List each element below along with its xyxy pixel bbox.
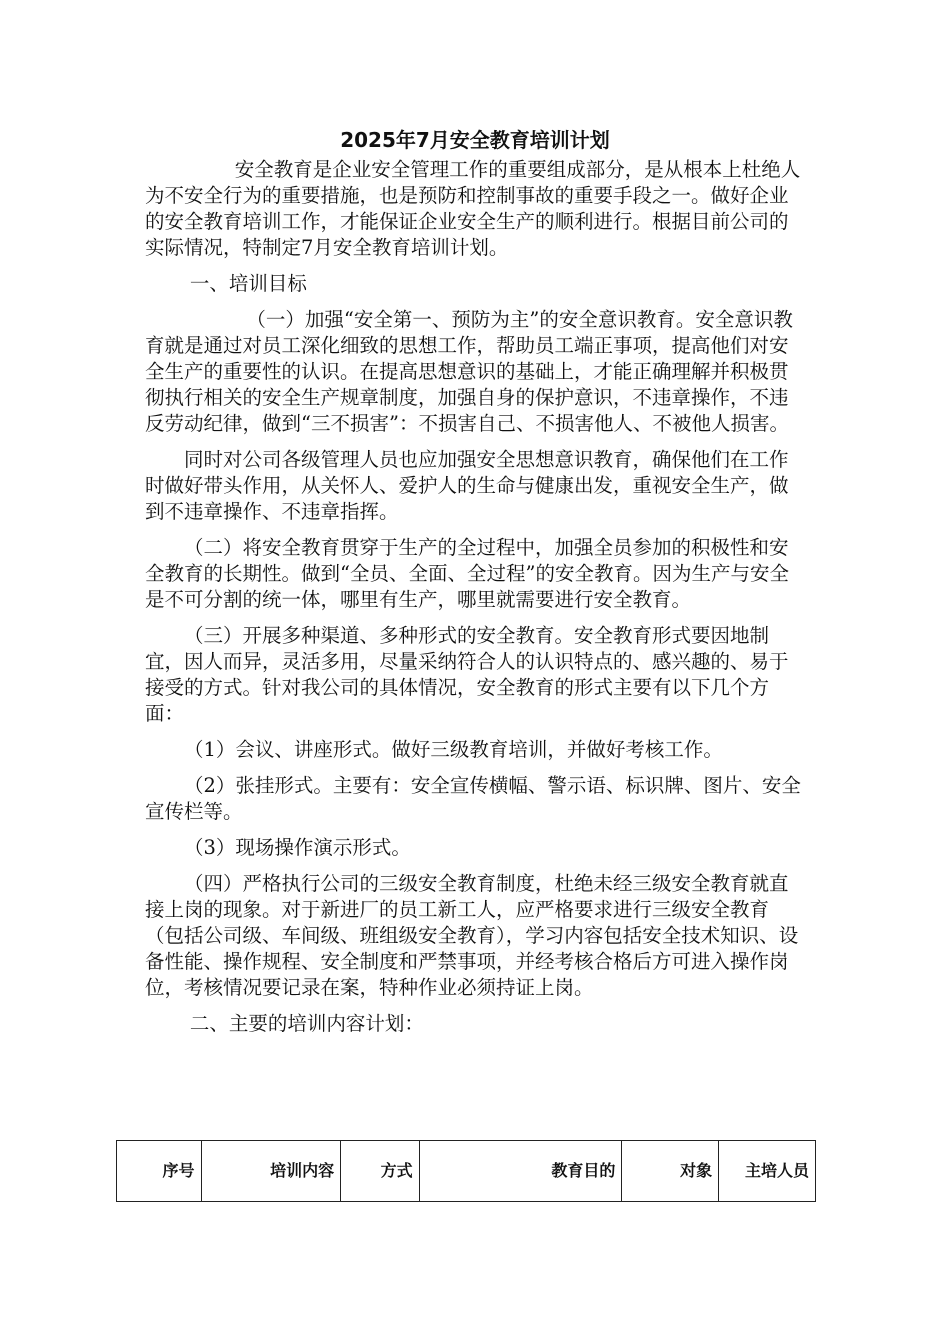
training-plan-table — [116, 1140, 816, 1202]
table-header-cell: 培训内容 — [201, 1141, 341, 1202]
paragraph-form-1: （1）会议、讲座形式。做好三级教育培训，并做好考核工作。 — [184, 738, 723, 761]
paragraph-item-3: （三）开展多种渠道、多种形式的安全教育。安全教育形式要因地制宜，因人而异，灵活多用，尽量采纳符合人的认识特点的、感兴趣的、易于接受的方式。针对我公司的具体情况，安全教育的形式主要有以下几个方面： — [145, 624, 789, 725]
table-header-cell: 序号 — [117, 1141, 202, 1202]
paragraph-item-2: （二）将安全教育贯穿于生产的全过程中，加强全员参加的积极性和安全教育的长期性。做到“全员、全面、全过程”的安全教育。因为生产与安全是不可分割的统一体，哪里有生产，哪里就需要进行安全教育。 — [145, 536, 789, 611]
paragraph-item-4: （四）严格执行公司的三级安全教育制度，杜绝未经三级安全教育就直接上岗的现象。对于新进厂的员工新工人，应严格要求进行三级安全教育（包括公司级、车间级、班组级安全教育），学习内容包括安全技术知识、设备性能、操作规程、安全制度和严禁事项，并经考核合格后方可进入操作岗位，考核情况要记录在案，特种作业必须持证上岗。 — [145, 872, 799, 999]
table-header-row — [117, 1141, 816, 1202]
section-heading-goals: 一、培训目标 — [189, 272, 307, 295]
intro-paragraph: 安全教育是企业安全管理工作的重要组成部分，是从根本上杜绝人为不安全行为的重要措施，也是预防和控制事故的重要手段之一。做好企业的安全教育培训工作，才能保证企业安全生产的顺利进行。根据目前公司的实际情况，特制定7月安全教育培训计划。 — [145, 158, 801, 259]
paragraph-management: 同时对公司各级管理人员也应加强安全思想意识教育，确保他们在工作时做好带头作用，从关怀人、爱护人的生命与健康出发，重视安全生产，做到不违章操作、不违章指挥。 — [145, 448, 789, 523]
section-heading-plan: 二、主要的培训内容计划： — [189, 1012, 424, 1035]
table-header-cell: 主培人员 — [719, 1141, 816, 1202]
table-header-cell: 对象 — [622, 1141, 719, 1202]
table-header-cell: 教育目的 — [419, 1141, 622, 1202]
document-body — [145, 157, 805, 1047]
table-header-cell: 方式 — [341, 1141, 419, 1202]
paragraph-form-2: （2）张挂形式。主要有：安全宣传横幅、警示语、标识牌、图片、安全宣传栏等。 — [145, 774, 801, 823]
paragraph-item-1: （一）加强“安全第一、预防为主”的安全意识教育。安全意识教育就是通过对员工深化细致的思想工作，帮助员工端正事项，提高他们对安全生产的重要性的认识。在提高思想意识的基础上，才能正确理解并积极贯彻执行相关的安全生产规章制度，加强自身的保护意识，不违章操作，不违反劳动纪律，做到“三不损害”：不损害自己、不损害他人、不被他人损害。 — [145, 308, 793, 435]
paragraph-form-3: （3）现场操作演示形式。 — [184, 836, 411, 859]
document-title: 2025年7月安全教育培训计划 — [340, 128, 610, 152]
